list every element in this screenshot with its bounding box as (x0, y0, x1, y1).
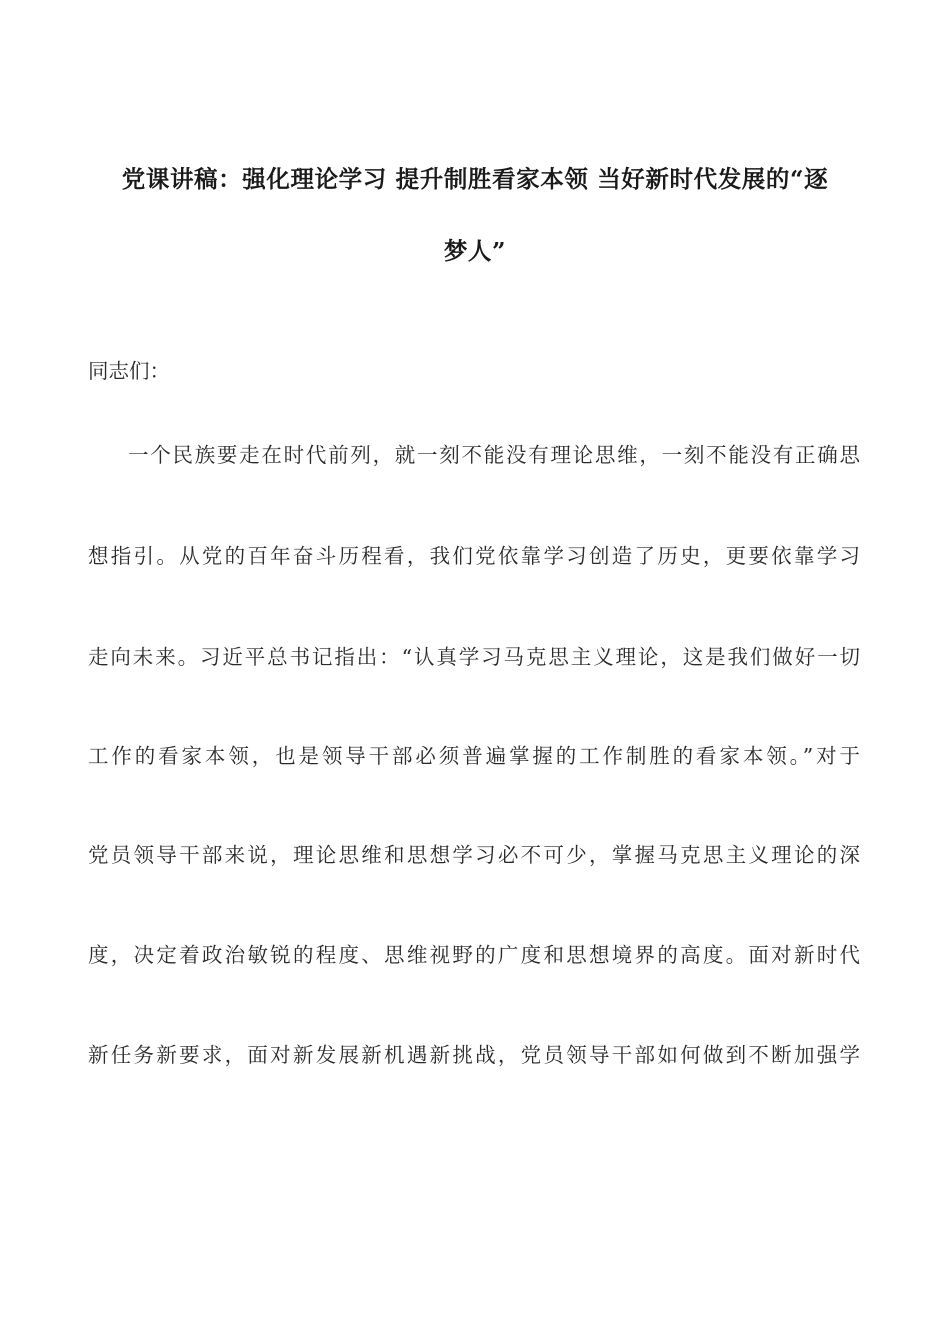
paragraph-line-3: 走向未来。习近平总书记指出：“认真学习马克思主义理论，这是我们做好一切 (88, 645, 860, 669)
paragraph-line-7: 新任务新要求，面对新发展新机遇新挑战，党员领导干部如何做到不断加强学 (88, 1043, 860, 1067)
document-title-line-2: 梦人” (443, 237, 507, 265)
paragraph-line-1: 一个民族要走在时代前列，就一刻不能没有理论思维，一刻不能没有正确思 (128, 443, 860, 467)
greeting: 同志们： (88, 359, 170, 383)
paragraph-line-6: 度，决定着政治敏锐的程度、思维视野的广度和思想境界的高度。面对新时代 (88, 943, 860, 967)
document-title-line-1: 党课讲稿：强化理论学习 提升制胜看家本领 当好新时代发展的“逐 (121, 165, 829, 193)
paragraph-line-4: 工作的看家本领，也是领导干部必须普遍掌握的工作制胜的看家本领。”对于 (88, 744, 860, 768)
paragraph-line-5: 党员领导干部来说，理论思维和思想学习必不可少，掌握马克思主义理论的深 (88, 843, 860, 867)
paragraph-line-2: 想指引。从党的百年奋斗历程看，我们党依靠学习创造了历史，更要依靠学习 (88, 544, 860, 568)
